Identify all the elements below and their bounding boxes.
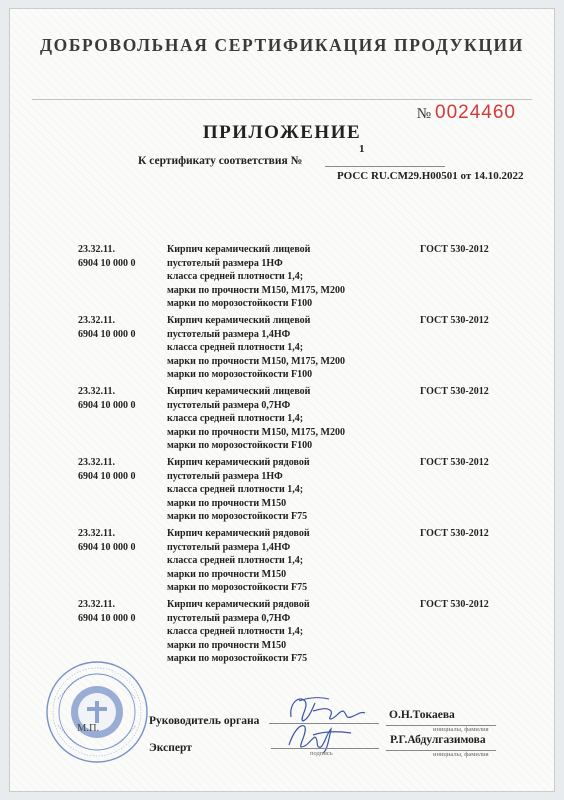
form-number <box>417 102 516 124</box>
product-code-line: 23.32.11. <box>78 386 115 397</box>
description-line: класса средней плотности 1,4; <box>167 484 304 495</box>
seal-label: М.П. <box>77 723 100 734</box>
product-standard: ГОСТ 530-2012 <box>420 599 489 610</box>
description-line: Кирпич керамический рядовой <box>167 528 310 539</box>
description-line: марки по морозостойкости F100 <box>167 369 313 380</box>
product-description <box>167 243 387 311</box>
head-initials-caption: инициалы, фамилия <box>433 726 489 733</box>
product-item <box>10 527 554 597</box>
certification-stamp-icon <box>44 659 150 765</box>
product-item <box>10 385 554 455</box>
product-code <box>78 456 158 483</box>
product-code-line: 23.32.11. <box>78 599 115 610</box>
product-standard: ГОСТ 530-2012 <box>420 528 489 539</box>
description-line: марки по морозостойкости F75 <box>167 511 308 522</box>
description-line: пустотелый размера 1,4НФ <box>167 328 291 340</box>
document-header: ДОБРОВОЛЬНАЯ СЕРТИФИКАЦИЯ ПРОДУКЦИИ <box>40 35 524 55</box>
product-code-line: 6904 10 000 0 <box>78 257 136 269</box>
description-line: Кирпич керамический лицевой <box>167 244 311 255</box>
product-description <box>167 598 387 666</box>
product-description <box>167 385 387 453</box>
description-line: пустотелый размера 1,4НФ <box>167 541 291 553</box>
product-code-line: 23.32.11. <box>78 528 115 539</box>
description-line: Кирпич керамический рядовой <box>167 599 310 610</box>
description-line: марки по морозостойкости F100 <box>167 440 313 451</box>
signature-caption: подпись <box>310 750 333 757</box>
description-line: марки по прочности М150, М175, М200 <box>167 355 345 367</box>
description-line: пустотелый размера 0,7НФ <box>167 399 291 411</box>
product-item <box>10 456 554 526</box>
description-line: класса средней плотности 1,4; <box>167 342 304 353</box>
description-line: марки по прочности М150, М175, М200 <box>167 284 345 296</box>
description-line: марки по морозостойкости F75 <box>167 653 308 664</box>
description-line: марки по прочности М150 <box>167 497 287 509</box>
product-item <box>10 598 554 668</box>
certificate-label: К сертификату соответствия № <box>138 155 303 167</box>
description-line: пустотелый размера 0,7НФ <box>167 612 291 624</box>
expert-label: Эксперт <box>149 742 192 754</box>
product-code-line: 6904 10 000 0 <box>78 612 136 624</box>
description-line: класса средней плотности 1,4; <box>167 271 304 282</box>
product-item <box>10 243 554 313</box>
product-standard: ГОСТ 530-2012 <box>420 315 489 326</box>
product-standard: ГОСТ 530-2012 <box>420 457 489 468</box>
description-line: класса средней плотности 1,4; <box>167 413 304 424</box>
product-code-line: 6904 10 000 0 <box>78 328 136 340</box>
product-code-line: 6904 10 000 0 <box>78 541 136 553</box>
appendix-number: 1 <box>359 143 365 155</box>
description-line: Кирпич керамический рядовой <box>167 457 310 468</box>
description-line: марки по прочности М150 <box>167 568 287 580</box>
description-line: пустотелый размера 1НФ <box>167 257 283 269</box>
expert-name: Р.Г.Абдулгазимова <box>390 734 486 746</box>
form-number-value: 0024460 <box>435 102 516 123</box>
description-line: класса средней плотности 1,4; <box>167 626 304 637</box>
description-line: Кирпич керамический лицевой <box>167 315 311 326</box>
expert-signature-line <box>271 748 379 749</box>
page-title: ПРИЛОЖЕНИЕ <box>202 122 362 143</box>
product-description <box>167 314 387 382</box>
product-code <box>78 385 158 412</box>
description-line: марки по прочности М150 <box>167 639 287 651</box>
description-line: класса средней плотности 1,4; <box>167 555 304 566</box>
product-code-line: 6904 10 000 0 <box>78 399 136 411</box>
product-code <box>78 598 158 625</box>
head-name: О.Н.Токаева <box>389 709 455 721</box>
number-sign: № <box>416 106 432 122</box>
description-line: марки по морозостойкости F100 <box>167 298 313 309</box>
product-code <box>78 314 158 341</box>
head-of-body-label: Руководитель органа <box>149 715 260 727</box>
product-code <box>78 243 158 270</box>
certificate-number: РОСС RU.СМ29.Н00501 от 14.10.2022 <box>337 170 524 182</box>
certificate-page <box>9 8 555 792</box>
certificate-fill-line <box>325 158 445 167</box>
expert-initials-caption: инициалы, фамилия <box>433 751 489 758</box>
description-line: марки по прочности М150, М175, М200 <box>167 426 345 438</box>
product-code-line: 23.32.11. <box>78 315 115 326</box>
product-standard: ГОСТ 530-2012 <box>420 244 489 255</box>
product-code-line: 23.32.11. <box>78 244 115 255</box>
header-divider <box>32 99 532 100</box>
product-item <box>10 314 554 384</box>
product-code-line: 23.32.11. <box>78 457 115 468</box>
product-code <box>78 527 158 554</box>
description-line: марки по морозостойкости F75 <box>167 582 308 593</box>
product-description <box>167 527 387 595</box>
product-code-line: 6904 10 000 0 <box>78 470 136 482</box>
product-standard: ГОСТ 530-2012 <box>420 386 489 397</box>
product-description <box>167 456 387 524</box>
description-line: пустотелый размера 1НФ <box>167 470 283 482</box>
description-line: Кирпич керамический лицевой <box>167 386 311 397</box>
